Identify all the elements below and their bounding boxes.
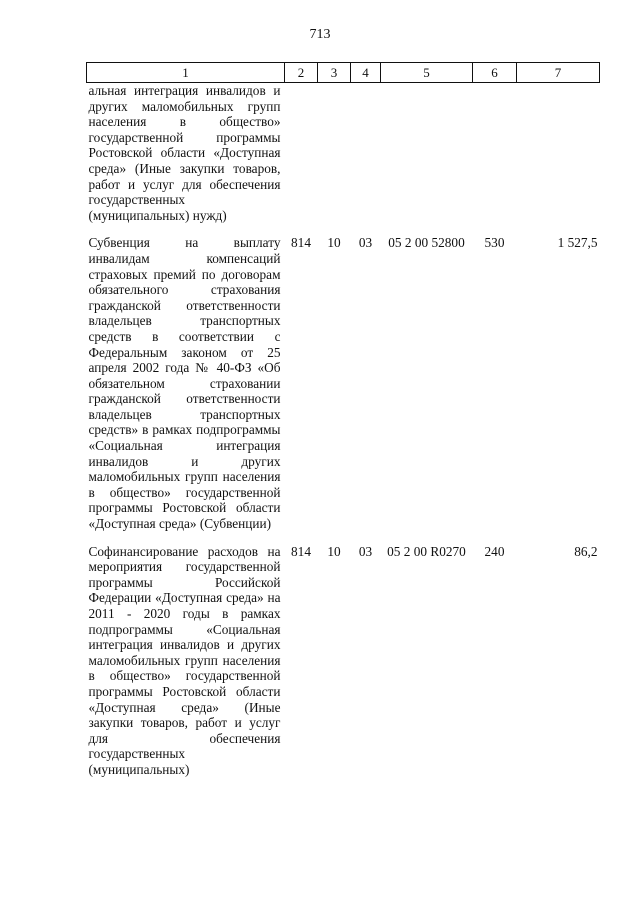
header-col-5: 5 — [381, 63, 473, 83]
row-col-3: 10 — [327, 235, 341, 251]
row-col-7: 1 527,5 — [557, 235, 598, 251]
page-number: 713 — [309, 27, 331, 42]
row-col-3: 10 — [327, 543, 341, 559]
row-col-4: 03 — [358, 543, 373, 559]
row-col-7 — [517, 83, 600, 230]
header-col-2: 2 — [285, 63, 318, 83]
row-description: Субвенция на выплату инвалидам компенсаций страховых премий по договорам обязательного страхования гражданской ответственности владельцев транспортных средств в соответствии с Федеральным законом от 25 апреля 2002 года № 40-ФЗ «Об обязательном страховании гражданской ответственности владельцев транспортных средств» в рамках подпрограммы «Социальная интеграция инвалидов и других маломобильных групп населения в общество» государственной программы Ростовской области «Доступная среда» (Субвенции) — [88, 235, 281, 532]
table-row — [87, 83, 600, 230]
row-description: Софинансирование расходов на мероприятия государственной программы Российской Федерации «Доступная среда» на 2011 - 2020 годы в рамках подпрограммы «Социальная интеграция инвалидов и других маломобильных групп населения в общество» государственной программы Ростовской области «Доступная среда» (Иные закупки товаров, работ и услуг для обеспечения государственных (муниципальных) — [88, 543, 281, 777]
row-col-6: 530 — [484, 235, 505, 251]
header-row — [87, 63, 600, 83]
budget-table — [86, 62, 600, 778]
header-col-7: 7 — [517, 63, 600, 83]
row-col-2 — [285, 83, 318, 230]
row-col-5 — [381, 83, 473, 230]
table-row — [87, 538, 600, 778]
row-col-3 — [318, 83, 351, 230]
row-col-6 — [473, 83, 517, 230]
row-col-7: 86,2 — [574, 543, 598, 559]
header-col-1: 1 — [87, 63, 285, 83]
row-col-2: 814 — [291, 235, 311, 251]
row-col-6: 240 — [484, 543, 505, 559]
row-col-2: 814 — [291, 543, 311, 559]
row-description: альная интеграция инвалидов и других маломобильных групп населения в общество» государственной программы Ростовской области «Доступная среда» (Иные закупки товаров, работ и услуг для обеспечения государственных (муниципальных) нужд) — [88, 83, 281, 223]
header-col-4: 4 — [351, 63, 381, 83]
row-col-5: 05 2 00 R0270 — [387, 543, 466, 559]
row-col-4: 03 — [358, 235, 373, 251]
header-col-6: 6 — [473, 63, 517, 83]
row-col-4 — [351, 83, 381, 230]
row-col-5: 05 2 00 52800 — [388, 235, 465, 251]
table-row — [87, 229, 600, 537]
header-col-3: 3 — [318, 63, 351, 83]
